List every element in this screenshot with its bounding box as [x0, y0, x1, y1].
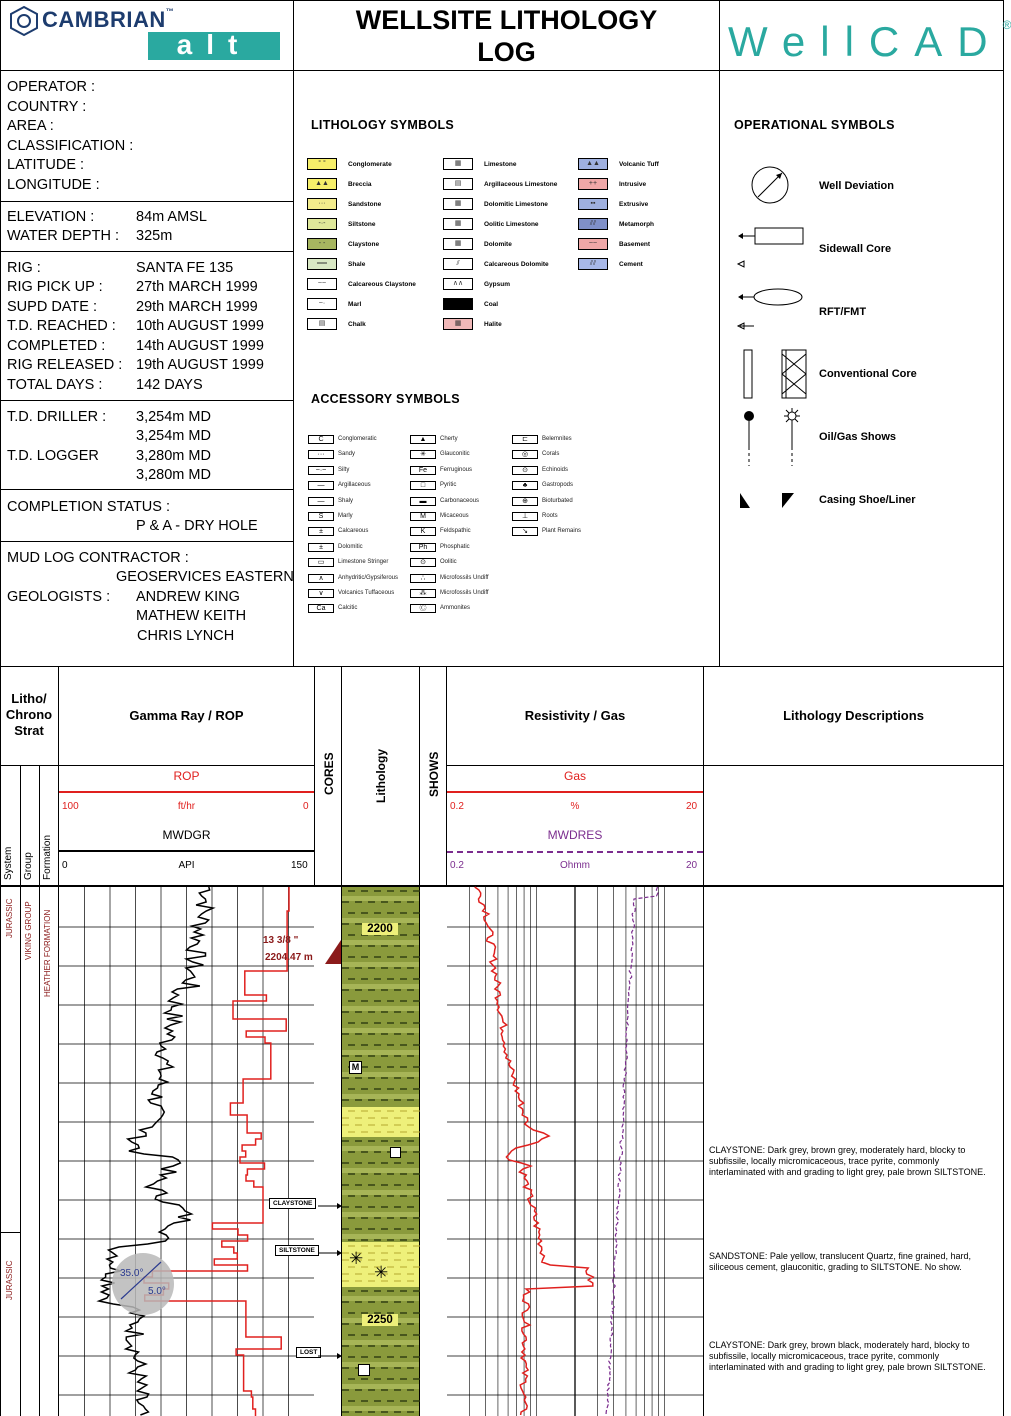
- lith-symbol-calcareous-claystone: ~~: [307, 278, 337, 290]
- op-label-well-deviation: Well Deviation: [819, 180, 894, 192]
- lith-label: Calcareous Dolomite: [484, 261, 549, 268]
- acc-label: Volcanics Tuffaceous: [338, 590, 395, 596]
- micaceous-marker: M: [349, 1061, 362, 1074]
- gas-scale-right: 20: [686, 801, 698, 812]
- acc-label: Micaceous: [440, 513, 469, 519]
- company-name: CAMBRIAN™: [42, 7, 175, 32]
- operational-symbols-title: OPERATIONAL SYMBOLS: [734, 118, 895, 132]
- acc-symbol-microfossils-undiff: ⁂: [410, 589, 436, 598]
- lithology-header: Lithology: [374, 749, 388, 803]
- acc-symbol-argillaceous: —: [308, 481, 334, 490]
- acc-symbol-pyritic: □: [410, 481, 436, 490]
- acc-label: Limestone Stringer: [338, 559, 389, 566]
- acc-label: Shaly: [338, 497, 354, 504]
- acc-symbol-calcareous: ±: [308, 527, 334, 536]
- lith-symbol-dolomite: ▦: [443, 238, 473, 250]
- acc-symbol-dolomitic: ±: [308, 543, 334, 552]
- lith-symbol-breccia: ▲▲: [307, 178, 337, 190]
- lithology-column: [342, 887, 419, 1416]
- rop-scale-right: 0: [303, 801, 309, 812]
- lith-label: Oolitic Limestone: [484, 221, 539, 228]
- lith-symbol-conglomerate: ° °: [307, 158, 337, 170]
- lith-symbol-oolitic-limestone: ▦: [443, 218, 473, 230]
- page-title: WELLSITE LITHOLOGY LOG: [355, 5, 658, 67]
- water-depth-row: WATER DEPTH : 325m: [7, 228, 173, 244]
- lith-label: Halite: [484, 321, 502, 328]
- acc-symbol-anhydritic-gypsiferous: ∧: [308, 574, 334, 583]
- strat-group-top: VIKING GROUP: [24, 901, 33, 960]
- lith-symbol-coal: [443, 298, 473, 310]
- acc-label: Oolitic: [440, 559, 457, 566]
- strat-formation-top: HEATHER FORMATION: [43, 909, 52, 997]
- lith-symbol-extrusive: ▪▪: [578, 198, 608, 210]
- litho-chrono-header: Litho/ Chrono Strat: [5, 691, 53, 738]
- acc-symbol-volcanics-tuffaceous: ∨: [308, 589, 334, 598]
- shows-header: SHOWS: [427, 751, 441, 797]
- completed-row: COMPLETED : 14th AUGUST 1999: [7, 338, 264, 354]
- lith-symbol-cement: ⫽⫽: [578, 258, 608, 270]
- op-label-oil-gas-shows: Oil/Gas Shows: [819, 431, 897, 443]
- lith-symbol-intrusive: ++: [578, 178, 608, 190]
- acc-symbol-bioturbated: ⊕: [512, 497, 538, 506]
- acc-symbol-cherty: ▲: [410, 435, 436, 444]
- acc-label: Corals: [542, 451, 560, 458]
- op-label-conventional-core: Conventional Core: [819, 368, 917, 380]
- acc-label: Dolomitic: [338, 543, 363, 550]
- acc-label: Microfossils Undiff: [440, 574, 489, 581]
- description-sandstone: SANDSTONE: Pale yellow, translucent Quartz, fine grained, hard, siliceous cement, glauconitic, grading to SILTSTONE. No show.: [709, 1251, 971, 1272]
- acc-symbol-silty: ~·~: [308, 466, 334, 475]
- acc-label: Glauconitic: [440, 451, 470, 458]
- lith-symbol-claystone: - -: [307, 238, 337, 250]
- acc-symbol-oolitic: ⊙: [410, 558, 436, 567]
- lith-label: Coal: [484, 301, 499, 308]
- system-header: System: [3, 846, 14, 880]
- lith-label: Extrusive: [619, 201, 649, 208]
- rig-pickup-row: RIG PICK UP : 27th MARCH 1999: [7, 279, 258, 295]
- res-scale-unit: Ohmm: [560, 860, 590, 871]
- lith-label: Chalk: [348, 321, 366, 328]
- td-reached-row: T.D. REACHED : 10th AUGUST 1999: [7, 318, 264, 334]
- gr-scale-unit: API: [178, 860, 195, 871]
- resistivity-gas-header: Resistivity / Gas: [524, 708, 626, 723]
- operator-row: OPERATOR :: [7, 79, 96, 95]
- acc-symbol-echinoids: ⊙: [512, 466, 538, 475]
- glauconitic-marker-2: ✳: [374, 1263, 389, 1282]
- acc-label: Conglomeratic: [338, 436, 377, 442]
- lith-label: Metamorph: [619, 221, 655, 228]
- gas-scale-left: 0.2: [450, 801, 464, 812]
- lith-label: Limestone: [484, 161, 517, 168]
- rop-scale-line: [59, 791, 314, 793]
- lith-label: Argillaceous Limestone: [484, 181, 558, 188]
- longitude-row: LONGITUDE :: [7, 177, 100, 193]
- acc-label: Ammonites: [440, 605, 471, 612]
- lith-symbol-shale: ══: [307, 258, 337, 270]
- sidewall-core-icon: [738, 228, 803, 267]
- acc-symbol-sandy: ···: [308, 450, 334, 459]
- acc-symbol-plant-remains: ↘: [512, 527, 538, 536]
- rig-released-row: RIG RELEASED : 19th AUGUST 1999: [7, 357, 264, 373]
- acc-symbol-limestone-stringer: ▭: [308, 558, 334, 567]
- glauconitic-marker: ✳: [349, 1249, 364, 1268]
- gas-scale-line: [447, 791, 703, 793]
- casing-depth: 2204.47 m: [265, 952, 313, 963]
- pyritic-marker-2: [358, 1364, 370, 1376]
- tag-siltstone: SILTSTONE: [275, 1245, 319, 1256]
- spud-row: SUPD DATE : 29th MARCH 1999: [7, 299, 258, 315]
- lithology-symbols-title: LITHOLOGY SYMBOLS: [311, 118, 455, 132]
- rop-scale-unit: ft/hr: [177, 801, 196, 812]
- lith-label: Siltstone: [348, 221, 376, 228]
- classification-row: CLASSIFICATION :: [7, 138, 134, 154]
- formation-header: Formation: [42, 834, 53, 880]
- acc-label: Sandy: [338, 451, 356, 458]
- gamma-rop-track: [59, 887, 314, 1416]
- acc-label: Argillaceous: [338, 482, 371, 489]
- casing-size: 13 3/8 ": [263, 935, 299, 946]
- acc-symbol-marly: S: [308, 512, 334, 521]
- rop-scale-name: ROP: [173, 769, 200, 783]
- lith-symbol-gypsum: ∧∧: [443, 278, 473, 290]
- gr-scale-line: [59, 850, 314, 852]
- acc-label: Bioturbated: [542, 497, 573, 504]
- casing-shoe-liner-icon: [740, 493, 794, 508]
- acc-label: Pyritic: [440, 482, 457, 489]
- acc-label: Microfossils Undiff: [440, 590, 489, 596]
- acc-label: Carbonaceous: [440, 497, 480, 504]
- lith-label: Dolomitic Limestone: [484, 201, 548, 208]
- acc-label: Plant Remains: [542, 528, 582, 535]
- depth-label-2200: 2200: [362, 923, 398, 935]
- res-scale-right: 20: [686, 860, 698, 871]
- lith-label: Conglomerate: [348, 161, 392, 168]
- cambrian-logo-icon: [8, 6, 40, 36]
- total-days-row: TOTAL DAYS : 142 DAYS: [7, 377, 203, 393]
- acc-label: Gastropods: [542, 482, 574, 489]
- lith-symbol-marl: ~·: [307, 298, 337, 310]
- lith-label: Intrusive: [619, 181, 647, 188]
- rig-row: RIG : SANTA FE 135: [7, 260, 234, 276]
- gamma-rop-header: Gamma Ray / ROP: [129, 708, 244, 723]
- acc-symbol-microfossils-undiff: ∴: [410, 574, 436, 583]
- acc-label: Silty: [338, 466, 350, 473]
- accessory-symbols-title: ACCESSORY SYMBOLS: [311, 392, 460, 406]
- acc-label: Calcareous: [338, 528, 369, 535]
- completion-label: COMPLETION STATUS :: [7, 499, 171, 515]
- strat-system-top: JURASSIC: [5, 898, 14, 938]
- lith-symbol-calcareous-dolomite: ⫽: [443, 258, 473, 270]
- acc-symbol-phosphatic: Ph: [410, 543, 436, 552]
- description-claystone-2: CLAYSTONE: Dark grey, brown black, moderately hard, blocky to subfissile, locally micromicaceous, trace pyrite, commonly interlaminated with and grading to light grey, pale brown SILTSTONE.: [709, 1340, 986, 1372]
- lith-symbol-limestone: ▦: [443, 158, 473, 170]
- lith-label: Sandstone: [348, 201, 382, 208]
- td-logger-row: T.D. LOGGER 3,280m MD: [7, 448, 211, 464]
- pyritic-marker: [390, 1147, 401, 1158]
- acc-symbol-micaceous: M: [410, 512, 436, 521]
- acc-symbol-corals: ◎: [512, 450, 538, 459]
- wellcad-logo: WellCAD®: [728, 18, 1011, 65]
- acc-symbol-ferruginous: Fe: [410, 466, 436, 475]
- gr-scale-right: 150: [291, 860, 308, 871]
- acc-symbol-shaly: —: [308, 497, 334, 506]
- group-header: Group: [23, 852, 34, 880]
- gr-scale-left: 0: [62, 860, 68, 871]
- acc-symbol-feldspathic: K: [410, 527, 436, 536]
- res-scale-name: MWDRES: [547, 828, 603, 842]
- gas-scale-unit: %: [570, 801, 580, 812]
- acc-label: Ferruginous: [440, 466, 473, 473]
- lith-symbol-basement: ~~: [578, 238, 608, 250]
- acc-label: Calcitic: [338, 605, 358, 612]
- resistivity-gas-track: [447, 887, 703, 1416]
- acc-label: Roots: [542, 513, 558, 519]
- rft-fmt-icon: [738, 289, 802, 329]
- tag-arrows: [315, 1198, 345, 1363]
- acc-symbol-glauconitic: ✳: [410, 450, 436, 459]
- op-label-rft-fmt: RFT/FMT: [819, 306, 867, 318]
- acc-symbol-calcitic: Ca: [308, 604, 334, 613]
- gr-scale-name: MWDGR: [162, 828, 211, 842]
- lith-symbol-siltstone: -·-: [307, 218, 337, 230]
- area-row: AREA :: [7, 118, 54, 134]
- depth-label-2250: 2250: [362, 1314, 398, 1326]
- acc-symbol-roots: ⊥: [512, 512, 538, 521]
- lith-label: Breccia: [348, 181, 372, 188]
- acc-label: Anhydritic/Gypsiferous: [338, 574, 399, 581]
- tag-lost: LOST: [296, 1347, 321, 1358]
- descriptions-header: Lithology Descriptions: [783, 708, 924, 723]
- deviation-angle: 35.0°: [120, 1268, 144, 1279]
- oil-gas-shows-icon: [744, 408, 800, 466]
- latitude-row: LATITUDE :: [7, 157, 85, 173]
- operational-symbol-graphics: [730, 160, 820, 520]
- acc-label: Echinoids: [542, 466, 569, 473]
- acc-label: Feldspathic: [440, 528, 471, 535]
- res-scale-left: 0.2: [450, 860, 464, 871]
- lith-symbol-halite: ▦: [443, 318, 473, 330]
- casing-shoe-icon: [323, 938, 343, 966]
- geologists-row: GEOLOGISTS : ANDREW KING: [7, 589, 240, 605]
- country-row: COUNTRY :: [7, 99, 87, 115]
- rop-scale-left: 100: [62, 801, 79, 812]
- strat-system-bottom: JURASSIC: [5, 1260, 14, 1300]
- lith-symbol-sandstone: ···: [307, 198, 337, 210]
- cores-header: CORES: [322, 752, 336, 795]
- acc-symbol-ammonites: Ⓒ: [410, 604, 436, 613]
- lith-symbol-metamorph: ⫽⫽: [578, 218, 608, 230]
- acc-symbol-gastropods: ♣: [512, 481, 538, 490]
- acc-label: Belemnites: [542, 436, 572, 442]
- lith-label: Dolomite: [484, 241, 512, 248]
- lith-label: Basement: [619, 241, 651, 248]
- deviation-marker: [112, 1253, 174, 1315]
- op-label-casing-shoe-liner: Casing Shoe/Liner: [819, 494, 916, 506]
- lith-symbol-chalk: ▤: [307, 318, 337, 330]
- acc-label: Marly: [338, 513, 353, 519]
- acc-label: Phosphatic: [440, 543, 470, 550]
- lith-label: Calcareous Claystone: [348, 281, 416, 288]
- gas-scale-name: Gas: [563, 769, 586, 783]
- acc-symbol-conglomeratic: C: [308, 435, 334, 444]
- well-deviation-icon: [752, 167, 788, 203]
- conventional-core-icon: [744, 350, 806, 398]
- td-driller-row: T.D. DRILLER : 3,254m MD: [7, 409, 211, 425]
- lith-label: Shale: [348, 261, 366, 268]
- lith-symbol-dolomitic-limestone: ▦: [443, 198, 473, 210]
- lith-label: Volcanic Tuff: [619, 161, 659, 168]
- elevation-row: ELEVATION : 84m AMSL: [7, 209, 207, 225]
- acc-symbol-carbonaceous: ▬: [410, 497, 436, 506]
- acc-label: Cherty: [440, 436, 458, 442]
- lith-label: Gypsum: [484, 281, 511, 288]
- deviation-inclination: 5.0°: [148, 1286, 166, 1297]
- lith-label: Cement: [619, 261, 643, 268]
- lith-label: Marl: [348, 301, 362, 308]
- lith-symbol-volcanic-tuff: ▲▲: [578, 158, 608, 170]
- alt-brand-logo: alt: [148, 32, 280, 60]
- acc-symbol-belemnites: ⊏: [512, 435, 538, 444]
- res-scale-line: [447, 851, 703, 853]
- mudlog-label: MUD LOG CONTRACTOR :: [7, 550, 189, 566]
- description-claystone-1: CLAYSTONE: Dark grey, brown grey, moderately hard, blocky to subfissile, locally micromicaceous, trace pyrite, commonly interlaminated with and grading to light grey, pale brown SILTSTONE.: [709, 1145, 986, 1177]
- resistivity-gas-grid: [447, 887, 703, 1416]
- lith-symbol-argillaceous-limestone: ▤: [443, 178, 473, 190]
- op-label-sidewall-core: Sidewall Core: [819, 243, 892, 255]
- lith-label: Claystone: [348, 241, 380, 248]
- tag-claystone: CLAYSTONE: [269, 1198, 316, 1209]
